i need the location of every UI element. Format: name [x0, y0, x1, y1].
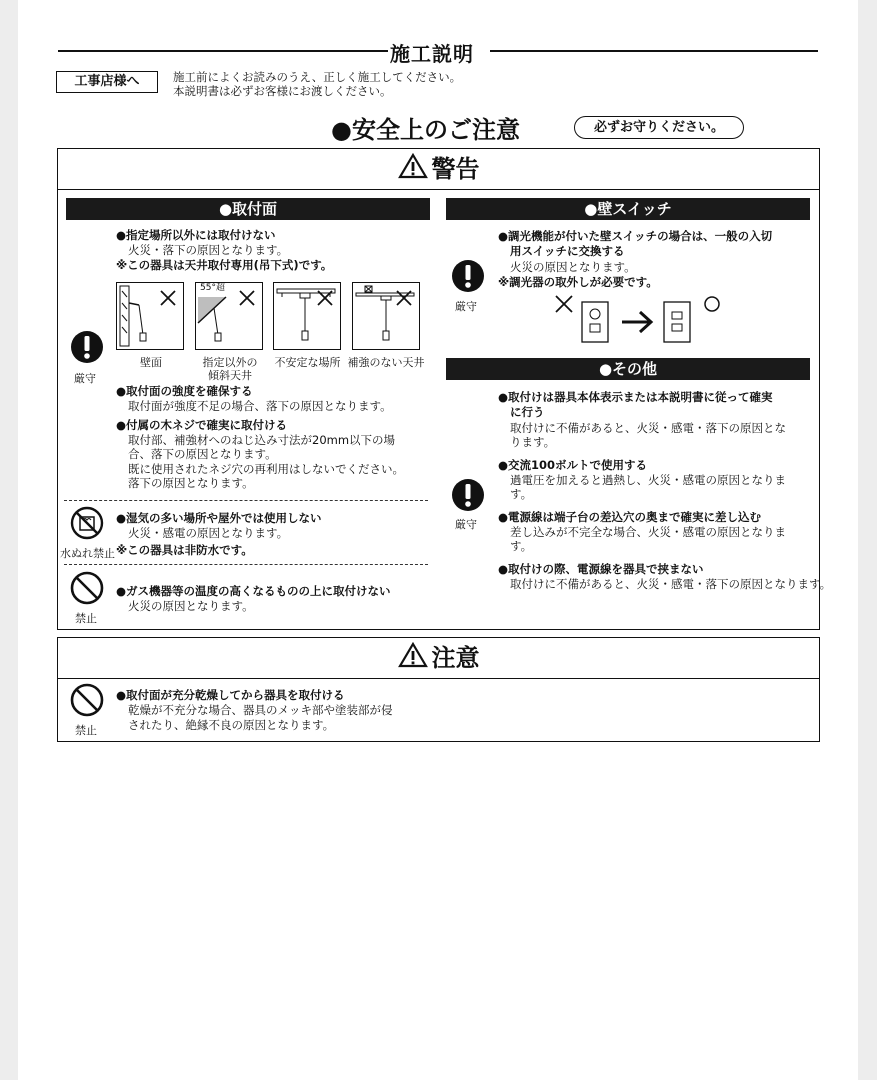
- switch-replacement-illustration: [554, 292, 724, 348]
- other-item2-title: ●交流100ボルトで使用する: [498, 458, 648, 472]
- no-water-icon: [70, 506, 104, 540]
- caution-body-line: されたり、絶縁不良の原因となります。: [128, 718, 335, 732]
- other-item1-body: ります。: [510, 435, 556, 449]
- other-bar: ●その他: [446, 358, 810, 380]
- note-line: 施工前によくお読みのうえ、正しく施工してください。: [173, 70, 462, 84]
- mounting-item3-line: 合、落下の原因となります。: [128, 447, 277, 461]
- mandatory-label: 厳守: [455, 518, 477, 531]
- switch-body: 火災の原因となります。: [510, 260, 636, 274]
- wall-surface-panel: [116, 282, 184, 350]
- other-item3-body: す。: [510, 539, 533, 553]
- other-item3-body: 差し込みが不完全な場合、火災・感電の原因となりま: [510, 525, 786, 539]
- mandatory-icon: [70, 330, 104, 364]
- prohibited-icon: [70, 683, 104, 717]
- unstable-place-illustration: [274, 283, 340, 349]
- switch-title-line: ●調光機能が付いた壁スイッチの場合は、一般の入切: [498, 229, 773, 243]
- switch-title-line: 用スイッチに交換する: [510, 244, 625, 258]
- wall-mount-illustration: [117, 283, 183, 349]
- caption-sloped-2: 傾斜天井: [208, 369, 252, 382]
- other-item2-body: す。: [510, 487, 533, 501]
- wall-switch-bar: ●壁スイッチ: [446, 198, 810, 220]
- unreinforced-ceiling-illustration: [353, 283, 419, 349]
- other-item3-title: ●電源線は端子台の差込穴の奥まで確実に差し込む: [498, 510, 762, 524]
- other-item1-title: に行う: [510, 405, 545, 419]
- header-rule-right: [490, 50, 818, 52]
- mandatory-icon: [451, 478, 485, 512]
- switch-note: ※調光器の取外しが必要です。: [498, 275, 658, 289]
- caption-unstable: 不安定な場所: [274, 356, 341, 369]
- gas-body: 火災の原因となります。: [128, 599, 254, 613]
- mounting-item3-line: 取付部、補強材へのねじ込み寸法が20mm以下の場: [128, 433, 396, 447]
- mounting-item3-line: 落下の原因となります。: [128, 476, 254, 490]
- caption-unreinforced: 補強のない天井: [347, 356, 425, 369]
- mounting-bar: ●取付面: [66, 198, 430, 220]
- prohibited-label: 禁止: [75, 612, 97, 625]
- mounting-item1-title: ●指定場所以外には取付けない: [116, 228, 276, 242]
- mounting-item2-body: 取付面が強度不足の場合、落下の原因となります。: [128, 399, 392, 413]
- mounting-item3-title: ●付属の木ネジで確実に取付ける: [116, 418, 288, 432]
- other-item1-title: ●取付けは器具本体表示または本説明書に従って確実: [498, 390, 773, 404]
- caption-sloped-1: 指定以外の: [202, 356, 258, 369]
- water-title: ●湿気の多い場所や屋外では使用しない: [116, 511, 322, 525]
- unstable-place-panel: [273, 282, 341, 350]
- caution-body-line: 乾燥が不充分な場合、器具のメッキ部や塗装部が侵: [128, 703, 393, 717]
- divider: [64, 500, 428, 501]
- caution-heading-text: 注意: [431, 644, 480, 672]
- mandatory-label: 厳守: [74, 372, 96, 385]
- caution-title: ●取付面が充分乾燥してから器具を取付ける: [116, 688, 345, 702]
- warning-triangle-icon: [398, 153, 428, 179]
- mandatory-icon: [451, 259, 485, 293]
- caption-wall: 壁面: [140, 356, 162, 369]
- mounting-item2-title: ●取付面の強度を確保する: [116, 384, 253, 398]
- water-note: ※この器具は非防水です。: [116, 543, 253, 557]
- header-rule-left: [58, 50, 388, 52]
- caution-heading: [58, 638, 819, 679]
- divider: [64, 564, 428, 565]
- prohibited-label: 禁止: [75, 724, 97, 737]
- angle-label: 55°超: [200, 283, 225, 293]
- mounting-item1-body: 火災・落下の原因となります。: [128, 243, 289, 257]
- no-water-label: 水ぬれ禁止: [60, 547, 115, 560]
- warning-heading: [58, 149, 819, 190]
- note-line: 本説明書は必ずお客様にお渡しください。: [173, 84, 392, 98]
- document-title: 施工説明: [390, 42, 474, 66]
- other-item4-title: ●取付けの際、電源線を器具で挟まない: [498, 562, 704, 576]
- sloped-ceiling-panel: [195, 282, 263, 350]
- warning-heading-text: 警告: [431, 155, 480, 183]
- prohibited-icon: [70, 571, 104, 605]
- other-item1-body: 取付けに不備があると、火災・感電・落下の原因とな: [510, 421, 786, 435]
- other-item4-body: 取付けに不備があると、火災・感電・落下の原因となります。: [510, 577, 832, 591]
- mounting-item3-line: 既に使用されたネジ穴の再利用はしないでください。: [128, 462, 404, 476]
- unreinforced-ceiling-panel: [352, 282, 420, 350]
- must-follow-badge: 必ずお守りください。: [574, 116, 744, 139]
- gas-title: ●ガス機器等の温度の高くなるものの上に取付けない: [116, 584, 391, 598]
- instruction-page: [18, 0, 858, 1080]
- mounting-item1-note: ※この器具は天井取付専用(吊下式)です。: [116, 258, 333, 272]
- other-item2-body: 過電圧を加えると過熱し、火災・感電の原因となりま: [510, 473, 786, 487]
- water-body: 火災・感電の原因となります。: [128, 526, 289, 540]
- safety-title: ●安全上のご注意: [331, 116, 520, 144]
- contractor-note: [173, 70, 461, 98]
- caution-triangle-icon: [398, 642, 428, 668]
- mandatory-label: 厳守: [455, 300, 477, 313]
- contractor-label: 工事店様へ: [56, 71, 158, 93]
